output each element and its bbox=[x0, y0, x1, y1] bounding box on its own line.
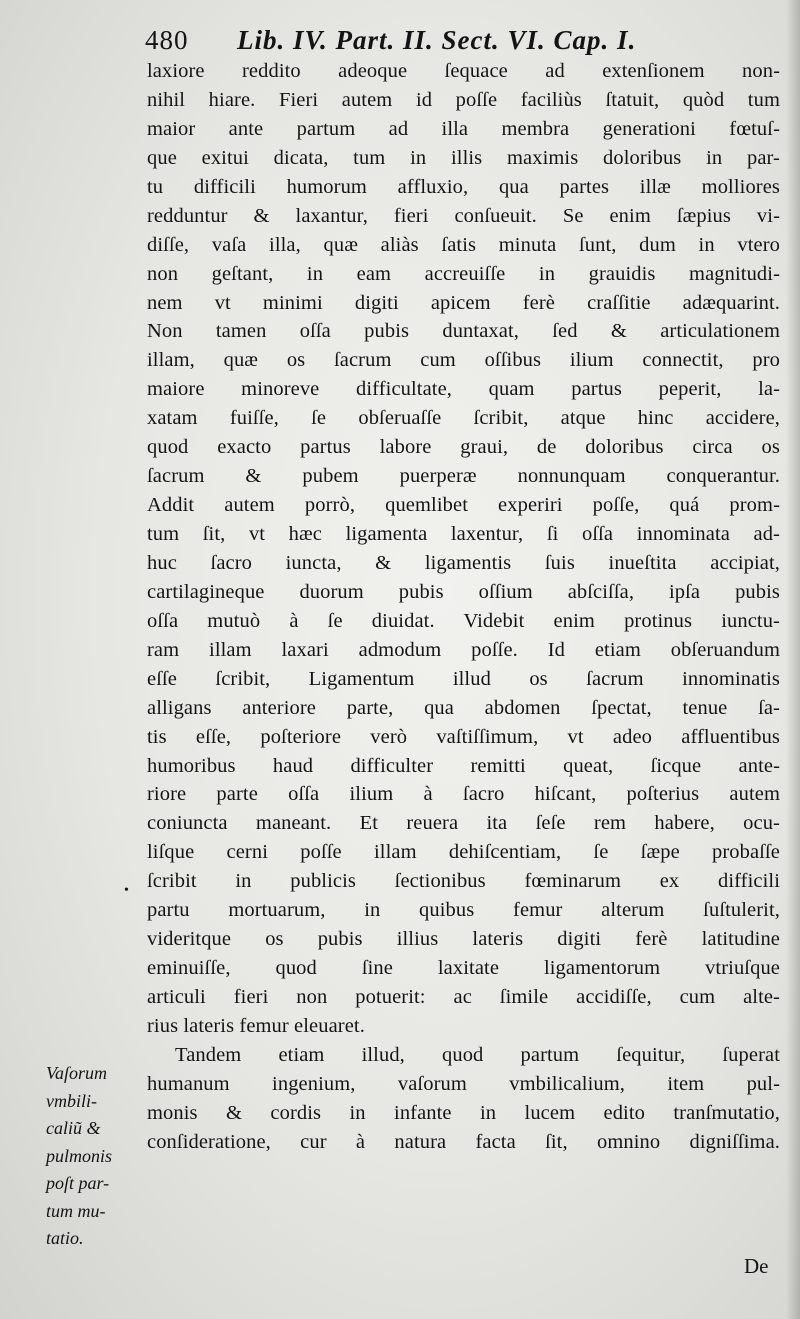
text-line: nem vt minimi digiti apicem ferè craſſitie adæquarint. bbox=[147, 291, 780, 314]
marginal-note bbox=[46, 1060, 142, 1253]
text-line: alligans anteriore parte, qua abdomen ſpectat, tenue ſa- bbox=[147, 696, 780, 719]
marginal-note-line: tatio. bbox=[46, 1228, 84, 1248]
marginal-note-line: poſt par- bbox=[46, 1173, 110, 1193]
text-line: eminuiſſe, quod ſine laxitate ligamentorum vtriuſque bbox=[147, 957, 780, 980]
text-line: humoribus haud difficulter remitti queat, ſicque ante- bbox=[147, 754, 780, 777]
text-line: riore parte oſſa ilium à ſacro hiſcant, poſterius autem bbox=[147, 783, 780, 806]
text-line: maior ante partum ad illa membra generationi fœtuſ- bbox=[147, 117, 780, 140]
text-line: conſideratione, cur à natura facta ſit, omnino digniſſima. bbox=[147, 1130, 780, 1153]
text-line: ſacrum & pubem puerperæ nonnunquam conquerantur. bbox=[147, 465, 780, 488]
text-line: oſſa mutuò à ſe diuidat. Videbit enim protinus iunctu- bbox=[147, 609, 780, 632]
text-line: cartilagineque duorum pubis oſſium abſciſſa, ipſa pubis bbox=[147, 580, 780, 603]
text-line: diſſe, vaſa illa, quæ aliàs ſatis minuta ſunt, dum in vtero bbox=[147, 233, 780, 256]
text-line: eſſe ſcribit, Ligamentum illud os ſacrum innominatis bbox=[147, 667, 780, 690]
text-line: non geſtant, in eam accreuiſſe in grauidis magnitudi- bbox=[147, 262, 780, 285]
text-line: rius lateris femur eleuaret. bbox=[147, 1014, 365, 1037]
running-title: Lib. IV. Part. II. Sect. VI. Cap. I. bbox=[237, 25, 637, 55]
page-edge-shadow bbox=[786, 0, 800, 1319]
text-line: laxiore reddito adeoque ſequace ad extenſionem non- bbox=[147, 60, 780, 82]
text-line: videritque os pubis illius lateris digiti ferè latitudine bbox=[147, 928, 780, 951]
text-line: maiore minoreve difficultate, quam partus peperit, la- bbox=[147, 378, 780, 401]
text-line: liſque cerni poſſe illam dehiſcentiam, ſe ſæpe probaſſe bbox=[147, 841, 780, 864]
text-line: xatam fuiſſe, ſe obſeruaſſe ſcribit, atque hinc accidere, bbox=[147, 407, 780, 430]
text-line: coniuncta maneant. Et reuera ita ſeſe rem habere, ocu- bbox=[147, 812, 780, 835]
page-number: 480 bbox=[145, 25, 189, 55]
text-line: illam, quæ os ſacrum cum oſſibus ilium connectit, pro bbox=[147, 349, 780, 372]
text-line: ſcribit in publicis ſectionibus fœminarum ex difficili bbox=[147, 870, 780, 893]
marginal-bullet-mark: • bbox=[124, 883, 129, 898]
marginal-note-line: tum mu- bbox=[46, 1200, 106, 1221]
text-line: nihil hiare. Fieri autem id poſſe faciliùs ſtatuit, quòd tum bbox=[147, 88, 780, 111]
main-text-block bbox=[147, 57, 780, 1157]
marginal-note-line: pulmonis bbox=[46, 1145, 113, 1166]
text-line: tu difficili humorum affluxio, qua partes illæ molliores bbox=[147, 175, 780, 198]
page-header bbox=[145, 20, 705, 60]
text-line: Addit autem porrò, quemlibet experiri poſſe, quá prom- bbox=[147, 494, 780, 517]
text-line: humanum ingenium, vaſorum vmbilicalium, item pul- bbox=[147, 1072, 780, 1095]
text-line: redduntur & laxantur, fieri conſueuit. Se enim ſæpius vi- bbox=[147, 204, 780, 227]
text-line: Non tamen oſſa pubis duntaxat, ſed & articulationem bbox=[147, 320, 780, 343]
text-line: tum ſit, vt hæc ligamenta laxentur, ſi oſſa innominata ad- bbox=[147, 523, 780, 545]
catchword: De bbox=[744, 1254, 769, 1278]
text-line: articuli fieri non potuerit: ac ſimile accidiſſe, cum alte- bbox=[147, 986, 780, 1008]
marginal-note-line: vmbili- bbox=[46, 1090, 97, 1111]
marginal-note-line: Vaſorum bbox=[46, 1063, 108, 1083]
text-line: quod exacto partus labore graui, de doloribus circa os bbox=[147, 436, 780, 459]
text-line: que exitui dicata, tum in illis maximis doloribus in par- bbox=[147, 146, 780, 169]
marginal-note-line: caliũ & bbox=[46, 1118, 101, 1138]
text-line: tis eſſe, poſteriore verò vaſtiſſimum, vt adeo affluentibus bbox=[147, 725, 780, 748]
text-line: Tandem etiam illud, quod partum ſequitur, ſuperat bbox=[175, 1043, 780, 1066]
text-line: partu mortuarum, in quibus femur alterum ſuſtulerit, bbox=[147, 899, 780, 922]
text-line: huc ſacro iuncta, & ligamentis ſuis inueſtita accipiat, bbox=[147, 551, 780, 574]
text-line: ram illam laxari admodum poſſe. Id etiam obſeruandum bbox=[147, 638, 780, 661]
text-line: monis & cordis in infante in lucem edito tranſmutatio, bbox=[147, 1101, 780, 1124]
